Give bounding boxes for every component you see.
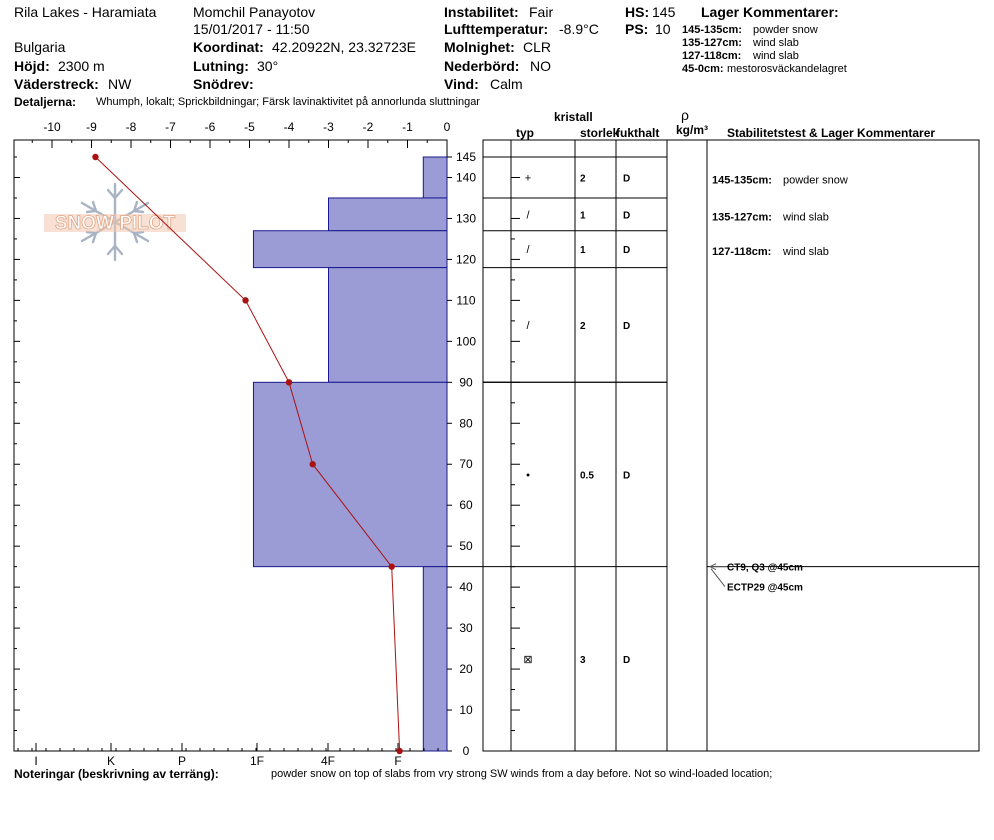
ps-value: 10 xyxy=(655,21,671,37)
layer-crystal-size: 1 xyxy=(580,245,586,257)
layer-crystal-size: 3 xyxy=(580,654,586,666)
temperature-tick-label: -4 xyxy=(283,120,295,134)
temperature-tick-label: -3 xyxy=(323,120,334,134)
wind-label: Vind: xyxy=(444,76,479,92)
notes-value: powder snow on top of slabs from vry strong SW winds from a day before. Not so wind-loaded location; xyxy=(271,768,773,780)
layer-moisture: D xyxy=(623,245,631,257)
height-tick-label: 90 xyxy=(459,375,473,390)
temperature-tick-label: -8 xyxy=(125,120,137,134)
height-tick-label: 100 xyxy=(455,334,477,349)
layer-comment-text: wind slab xyxy=(783,211,829,224)
coordinates-value: 42.20922N, 23.32723E xyxy=(272,39,417,55)
height-tick-label: 120 xyxy=(455,252,477,267)
stability-test-label: ECTP29 @45cm xyxy=(727,582,803,594)
stability-value: Fair xyxy=(529,4,554,20)
layer-comment-text: powder snow xyxy=(753,24,818,36)
hardness-tick-label: F xyxy=(394,754,402,768)
hardness-tick-label: 4F xyxy=(320,754,336,768)
details-label: Detaljerna: xyxy=(14,95,77,109)
sky-label: Molnighet: xyxy=(444,39,515,55)
layer-comment-text: wind slab xyxy=(753,37,799,49)
snowpilot-logo-text: SNOW PILOT xyxy=(54,213,176,234)
precipitation-value: NO xyxy=(530,58,551,74)
layer-comment-range: 127-118cm: xyxy=(712,246,772,259)
height-tick-label: 140 xyxy=(455,170,477,185)
layer-moisture: D xyxy=(623,320,631,332)
temperature-tick-label: -9 xyxy=(86,120,97,134)
temperature-tick-label: -10 xyxy=(43,120,61,134)
hardness-tick-label: K xyxy=(106,754,116,768)
slope-value: 30° xyxy=(257,58,279,74)
country: Bulgaria xyxy=(14,39,66,55)
height-tick-label: 0 xyxy=(462,744,470,758)
layer-hardness-bar xyxy=(329,198,448,231)
temperature-point xyxy=(310,461,316,467)
temperature-point xyxy=(286,379,292,385)
density-symbol: ρ xyxy=(681,107,689,123)
layer-moisture: D xyxy=(623,173,631,185)
layer-comment-text: mestorosväckandelagret xyxy=(727,63,847,75)
temperature-tick-label: -7 xyxy=(165,120,176,134)
slope-label: Lutning: xyxy=(193,58,249,74)
layer-comment-range: 45-0cm: xyxy=(682,63,724,75)
layer-crystal-size: 2 xyxy=(580,320,586,332)
elevation-label: Höjd: xyxy=(14,58,50,74)
layer-comment-text: wind slab xyxy=(753,50,799,62)
density-unit-header: kg/m³ xyxy=(676,123,709,137)
layer-comment-range: 135-127cm: xyxy=(682,37,742,49)
crystal-header: kristall xyxy=(554,110,593,124)
crystal-size-header: storlek xyxy=(580,126,620,140)
layer-hardness-bar xyxy=(329,268,448,383)
layer-comment-text: wind slab xyxy=(783,246,829,259)
height-tick-label: 145 xyxy=(455,150,477,164)
layer-crystal-size: 1 xyxy=(580,210,586,222)
elevation-value: 2300 m xyxy=(58,58,105,74)
height-tick-label: 20 xyxy=(459,662,473,677)
hardness-tick-label: I xyxy=(34,754,38,768)
height-tick-label: 40 xyxy=(459,580,473,595)
sky-value: CLR xyxy=(523,39,552,55)
location-name: Rila Lakes - Haramiata xyxy=(14,4,157,20)
comments-header: Stabilitetstest & Lager Kommentarer xyxy=(727,126,936,140)
temperature-tick-label: -2 xyxy=(362,120,374,134)
temperature-point xyxy=(389,563,395,569)
layer-crystal-type: / xyxy=(526,244,530,257)
stability-label: Instabilitet: xyxy=(444,4,519,20)
temperature-tick-label: -5 xyxy=(244,120,255,134)
air-temperature-label: Lufttemperatur: xyxy=(444,21,549,37)
details-value: Whumph, lokalt; Sprickbildningar; Färsk lavinaktivitet på annorlunda sluttningar xyxy=(96,96,480,108)
hs-value: 145 xyxy=(652,4,676,20)
temperature-point xyxy=(242,297,248,303)
hardness-tick-label: P xyxy=(177,754,187,768)
layer-comment-range: 127-118cm: xyxy=(682,50,742,62)
crystal-type-header: typ xyxy=(516,126,534,140)
table-frame xyxy=(483,140,979,751)
ps-label: PS: xyxy=(625,21,649,37)
coordinates-label: Koordinat: xyxy=(193,39,264,55)
layer-crystal-type: + xyxy=(524,172,532,185)
height-tick-label: 110 xyxy=(456,293,476,308)
stability-test-arrow xyxy=(711,569,725,587)
layer-crystal-size: 0.5 xyxy=(580,470,594,482)
layer-moisture: D xyxy=(623,470,631,482)
layer-hardness-bar xyxy=(423,157,447,198)
height-tick-label: 30 xyxy=(459,621,473,636)
temperature-point xyxy=(92,154,98,160)
height-tick-label: 80 xyxy=(459,416,473,431)
aspect-label: Väderstreck: xyxy=(14,76,99,92)
temperature-tick-label: 0 xyxy=(443,120,451,134)
layer-comment-range: 145-135cm: xyxy=(682,24,742,36)
height-tick-label: 10 xyxy=(459,703,473,718)
layer-crystal-type: / xyxy=(526,209,530,222)
notes-label: Noteringar (beskrivning av terräng): xyxy=(14,767,219,781)
stability-test-label: CT9, Q3 @45cm xyxy=(727,562,803,574)
hs-label: HS: xyxy=(625,4,650,20)
layer-moisture: D xyxy=(623,654,631,666)
layer-moisture: D xyxy=(623,210,631,222)
height-tick-label: 60 xyxy=(459,498,473,513)
layer-comment-range: 145-135cm: xyxy=(712,174,772,187)
layer-hardness-bar xyxy=(253,231,447,268)
hardness-tick-label: 1F xyxy=(249,754,265,768)
air-temperature-value: -8.9°C xyxy=(559,21,599,37)
height-tick-label: 70 xyxy=(459,457,473,472)
layer-comment-range: 135-127cm: xyxy=(712,211,772,224)
observation-datetime: 15/01/2017 - 11:50 xyxy=(193,21,310,37)
temperature-point xyxy=(396,748,402,754)
layer-crystal-type: / xyxy=(526,319,530,332)
temperature-tick-label: -1 xyxy=(402,120,413,134)
layer-crystal-type: ⊠ xyxy=(523,653,533,666)
observer-name: Momchil Panayotov xyxy=(193,4,316,20)
precipitation-label: Nederbörd: xyxy=(444,58,520,74)
drift-label: Snödrev: xyxy=(193,76,254,92)
wind-value: Calm xyxy=(490,76,523,92)
layer-crystal-type: • xyxy=(526,469,530,482)
layer-hardness-bar xyxy=(423,567,447,751)
layer-comments-title: Lager Kommentarer: xyxy=(701,4,839,20)
height-tick-label: 130 xyxy=(455,211,477,226)
aspect-value: NW xyxy=(108,76,132,92)
layer-hardness-bar xyxy=(253,382,447,566)
temperature-tick-label: -6 xyxy=(204,120,216,134)
height-tick-label: 50 xyxy=(459,539,473,554)
layer-comment-text: powder snow xyxy=(783,174,848,187)
moisture-header: fukthalt xyxy=(616,126,660,140)
layer-crystal-size: 2 xyxy=(580,173,586,185)
